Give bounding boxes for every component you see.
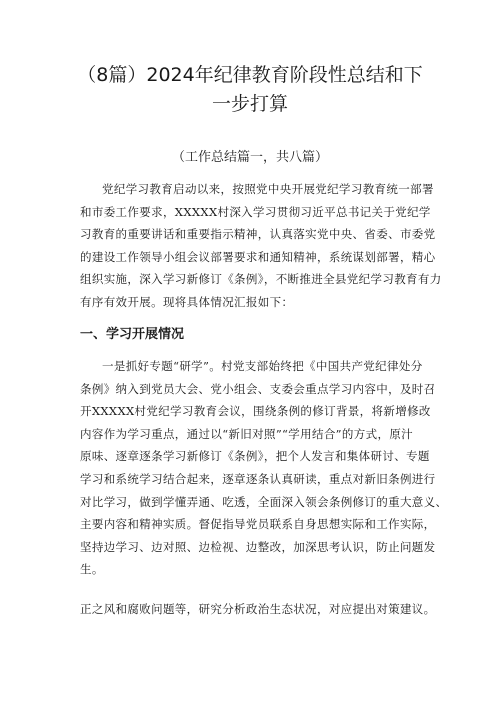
document-subtitle: （工作总结篇一，共八篇）: [171, 150, 328, 165]
section-line: 坚持边学习、边对照、边检视、边整改，加深思考认识，防止问题发: [80, 539, 436, 554]
intro-line: 党纪学习教育启动以来，按照党中央开展党纪学习教育统一部署: [102, 182, 434, 196]
section-paragraph: [80, 355, 462, 581]
document-title-line-2: 一步打算: [211, 93, 288, 115]
section-line: 条例》纳入到党员大会、党小组会、支委会重点学习内容中，及时召: [80, 381, 436, 396]
intro-line: 和市委工作要求，XXXXX村深入学习贯彻习近平总书记关于党纪学: [80, 204, 431, 219]
section-line: 主要内容和精神实质。督促指导党员联系自身思想实际和工作实际，: [80, 517, 436, 532]
intro-line: 有序有效开展。现将具体情况汇报如下：: [80, 294, 294, 309]
intro-line: 习教育的重要讲话和重要指示精神，认真落实党中央、省委、市委党: [80, 227, 436, 242]
section-line: 对比学习，做到学懂弄通、吃透，全面深入领会条例修订的重大意义、: [80, 494, 448, 509]
section-line: 学习和系统学习结合起来，逐章逐条认真研读，重点对新旧条例进行: [80, 471, 436, 486]
section-line: 原味、逐章逐条学习新修订《条例》，把个人发言和集体研讨、专题: [80, 449, 430, 464]
section-line: 内容作为学习重点，通过以“新旧对照”“学用结合”的方式，原汁: [80, 426, 414, 441]
section-line: 开XXXXX村党纪学习教育会议，围绕条例的修订背景，将新增修改: [80, 404, 431, 419]
section-line: 生。: [80, 562, 104, 577]
intro-line: 的建设工作领导小组会议部署要求和通知精神，系统谋划部署，精心: [80, 249, 436, 264]
document-title-line-1: （8篇）2024年纪律教育阶段性总结和下: [77, 64, 423, 86]
trailing-paragraph: [80, 598, 440, 621]
section-heading: 一、学习开展情况: [80, 327, 185, 342]
intro-line: 组织实施，深入学习新修订《条例》，不断推进全县党纪学习教育有力: [80, 272, 442, 287]
trailing-line: 正之风和腐败问题等，研究分析政治生态状况，对应提出对策建议。: [80, 602, 436, 616]
intro-paragraph: [80, 178, 462, 314]
section-line: 一是抓好专题“研学”。村党支部始终把《中国共产党纪律处分: [102, 359, 423, 373]
